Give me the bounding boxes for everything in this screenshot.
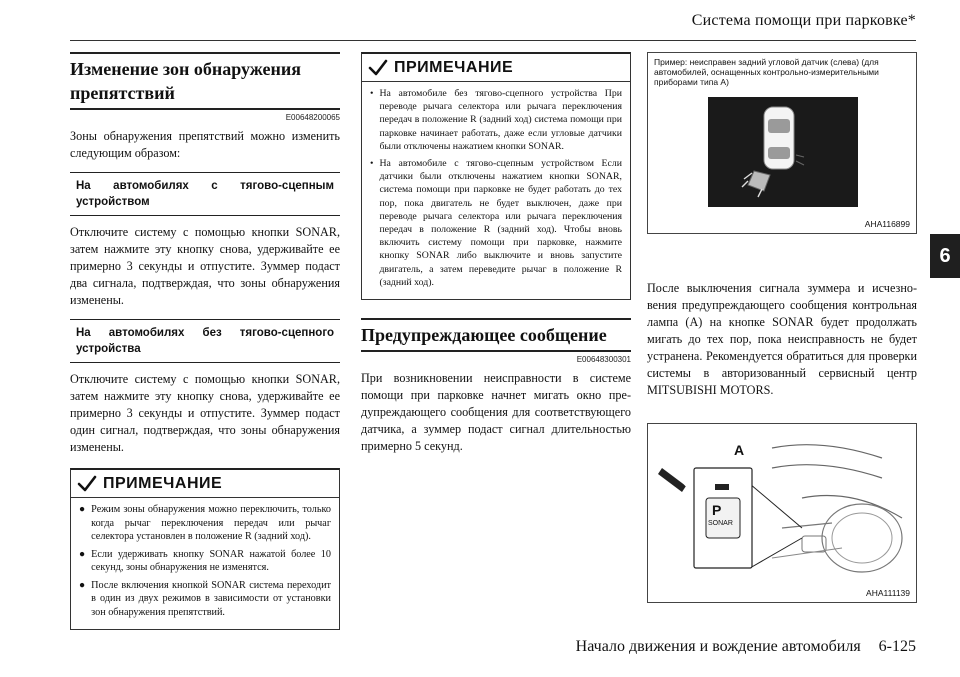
section-code: E00648300301	[576, 355, 631, 365]
page-footer	[576, 638, 916, 656]
indicator-lamp-icon	[715, 484, 729, 490]
section-title-warning-message: Предупреждающее сообщение	[361, 318, 631, 352]
list-item	[79, 579, 331, 620]
car-top-view-icon	[764, 107, 794, 169]
section-title-detection-zones: Изменение зон обнаружения препятствий	[70, 52, 340, 110]
list-item	[370, 87, 622, 153]
note-box-2	[361, 52, 631, 300]
display-warning-illustration	[708, 97, 858, 207]
list-item	[79, 548, 331, 575]
subheading-without-towbar: На автомобилях без тягово-сцепного устройства	[70, 319, 340, 363]
subheading-with-towbar: На автомобилях с тягово-сцепным устройством	[70, 172, 340, 216]
note-body	[71, 498, 339, 629]
sonar-button-p-label: P	[712, 502, 722, 518]
column-1	[70, 52, 340, 630]
note-title: ПРИМЕЧАНИЕ	[103, 475, 223, 492]
checkmark-icon	[368, 59, 388, 77]
figure-id: AHA116899	[864, 219, 910, 229]
section-code: E00648200065	[285, 113, 340, 122]
note-body	[362, 82, 630, 299]
note-header	[71, 470, 339, 498]
label-a: A	[734, 442, 745, 458]
bullet: ●	[79, 579, 86, 591]
note-item-text: Режим зоны обнаружения можно переключить, только когда рычаг переключения передач или рычаг селектора установлен в положение R (задний ход).	[91, 504, 331, 542]
column-3	[647, 52, 917, 603]
figure-id: AHA111139	[866, 588, 910, 598]
running-header: Система помощи при парковке*	[691, 12, 916, 29]
paragraph-with-towbar: Отключите систему с помощью кнопки SONAR, затем нажмите эту кнопку снова, удерживайте ее примерно 3 секунды и отпустите. Зуммер подаст два сигнала, подтверждая, что зоны обнаружения изменены.	[70, 225, 340, 307]
sonar-button-label: SONAR	[708, 520, 733, 527]
paragraph-without-towbar: Отключите систему с помощью кнопки SONAR, затем нажмите эту кнопку снова, удерживайте ее примерно 3 секунды и отпустите. Зуммер подаст один сигнал, подтверждая, что зоны обнаружения изменены.	[70, 372, 340, 454]
figure-sonar-button	[647, 423, 917, 603]
checkmark-icon	[77, 475, 97, 493]
bullet: •	[370, 158, 374, 170]
intro-paragraph: Зоны обнаружения препятствий можно изменить следующим образом:	[70, 129, 340, 160]
note-item-text: На автомобиле с тягово-сцепным устройством Если датчики были отключены нажатием кнопки SONAR, система помощи при парковке не будет работать до тех пор, пока двигатель не будет выключен, даже при переводе рычага селектора или рычага переключения передач в положение R (задний ход). Чтобы вновь включить систему помощи при парковке, нажмите кнопку SONAR либо выключите и вновь запустите двигатель, а затем переведите рычаг в положение R (задний ход).	[379, 158, 622, 288]
list-item	[370, 157, 622, 289]
page-number: 6-125	[878, 638, 916, 655]
dashboard-outline	[772, 445, 902, 572]
note-header	[362, 54, 630, 82]
pointer-hand-icon	[658, 468, 686, 492]
dashboard-illustration	[652, 428, 912, 588]
warning-paragraph: При возникновении неисправности в системе помощи при парковке начнет мигать окно предупреждающего сообщения для соответствующего датчика, а зуммер подаст сигнал длительностью примерно 5 секунд.	[361, 371, 631, 454]
chapter-tab: 6	[930, 234, 960, 278]
note-box-1	[70, 468, 340, 630]
note-item-text: Если удерживать кнопку SONAR нажатой более 10 секунд, зоны обнаружения не изменятся.	[91, 548, 331, 573]
column-2	[361, 52, 631, 455]
bullet: ●	[79, 548, 86, 560]
note-title: ПРИМЕЧАНИЕ	[394, 59, 514, 76]
note-item-text: На автомобиле без тягово-сцепного устройства При переводе рычага селектора или рычага переключения передач в положение R (задний ход) система помощи при парковке начинает работать, даже если угловые датчики были отключены нажатием кнопки SONAR.	[379, 88, 622, 152]
figure-sensor-warning	[647, 52, 917, 234]
bullet: ●	[79, 504, 86, 515]
list-item	[79, 503, 331, 544]
footer-section: Начало движения и вождение автомобиля	[575, 638, 861, 655]
bullet: •	[370, 88, 374, 99]
after-buzzer-paragraph: После выключения сигнала зуммера и исчезновения предупреждающего сообщения контрольная лампа (A) на кнопке SONAR будет продолжать мигать до тех пор, пока неисправность не будет устранена. Рекомендуется обратиться для проверки системы в авторизованный сервисный центр MITSUBISHI MOTORS.	[647, 281, 917, 397]
note-item-text: После включения кнопкой SONAR система переходит в один из двух режимов в зависимости от установки зон обнаружения препятствий.	[91, 579, 331, 618]
figure-caption: Пример: неисправен задний угловой датчик (слева) (для автомобилей, оснащенных контрольно-измерительными приборами типа А)	[654, 57, 879, 87]
header-rule	[70, 40, 916, 41]
